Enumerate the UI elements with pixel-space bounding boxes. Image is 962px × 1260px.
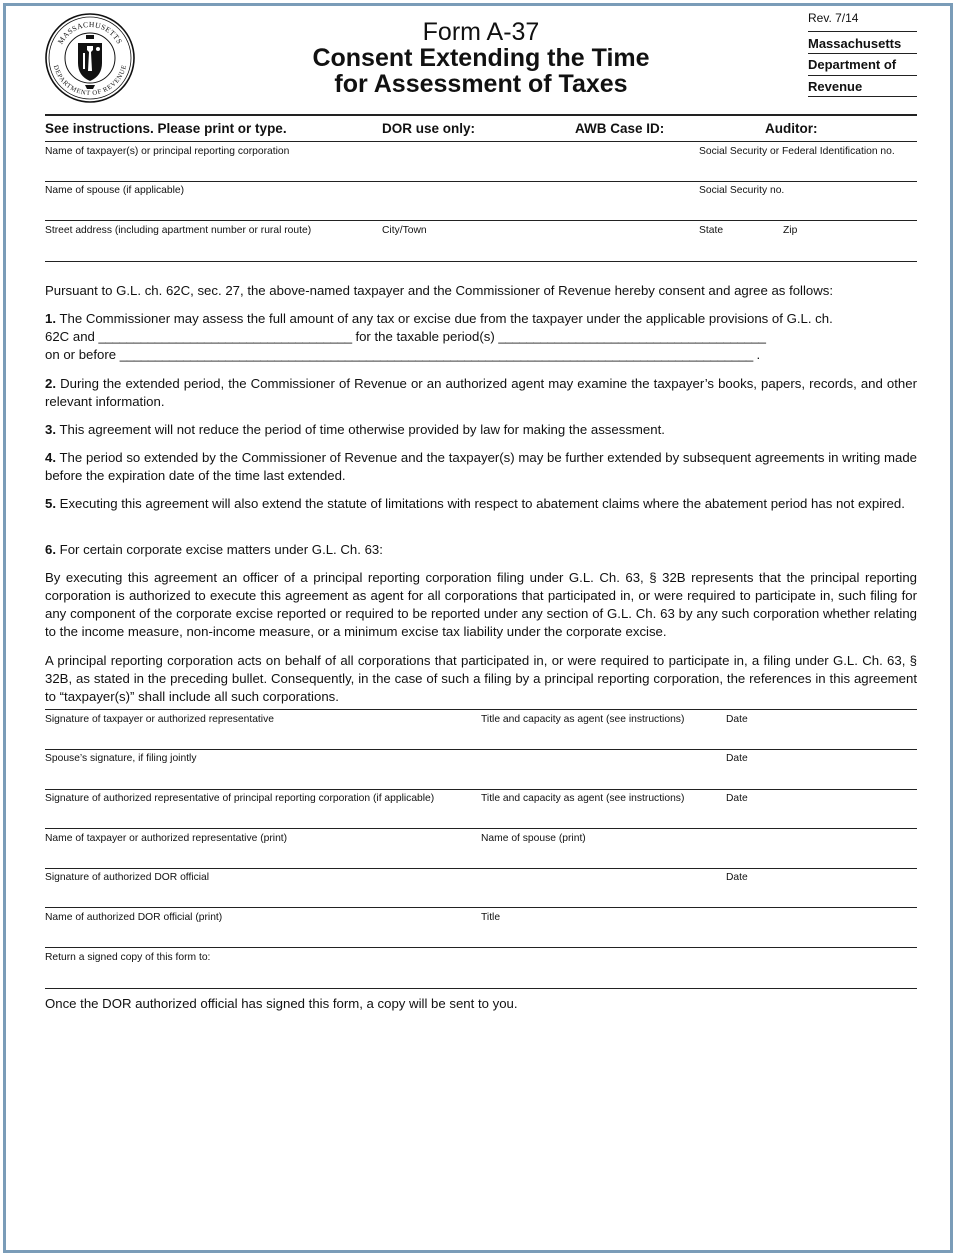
- dept-line-2: Department of: [808, 57, 897, 72]
- dept-line-3: Revenue: [808, 79, 863, 94]
- dor-official-name-field[interactable]: Name of authorized DOR official (print): [45, 912, 223, 923]
- instructions-label: See instructions. Please print or type.: [45, 121, 287, 136]
- signature-top-rule: [45, 709, 917, 710]
- intro-paragraph: Pursuant to G.L. ch. 62C, sec. 27, the above-named taxpayer and the Commissioner of Revenue hereby consent and agree as follows:: [45, 283, 834, 298]
- dor-official-signature-field[interactable]: Signature of authorized DOR official: [45, 872, 210, 883]
- field-rule: [45, 947, 917, 948]
- dept-line-1: Massachusetts: [808, 36, 902, 51]
- header-divider: [45, 114, 917, 116]
- field-rule: [45, 181, 917, 182]
- ssn-fid-field[interactable]: Social Security or Federal Identification no.: [699, 146, 895, 157]
- blank-extension-date[interactable]: __________________________________________________________________________________________: [119, 347, 753, 362]
- paragraph-5: 5. Executing this agreement will also extend the statute of limitations with respect to abatement claims where the abatement period has not expired.: [45, 496, 905, 511]
- principal-rep-signature-field[interactable]: Signature of authorized representative of principal reporting corporation (if applicable): [45, 793, 435, 804]
- paragraph-corporate-agent: By executing this agreement an officer of a principal reporting corporation filing under G.L. Ch. 63, § 32B represents that the principal reporting corporation is authorized to execute this agreement as agent for all corporations that participated in, or were required to participate in, such filing for any component of the corporate excise reported or required to be reported under any section of G.L. Ch. 63 by any such corporation whether relating to the income measure, non-income measure, or a minimum excise tax liability under the corporate excise.: [45, 570, 917, 639]
- dor-title-field[interactable]: Title: [481, 912, 501, 923]
- title-line-1: Consent Extending the Time: [312, 44, 650, 72]
- blank-taxable-period[interactable]: ______________________________________: [498, 329, 766, 344]
- auditor-label: Auditor:: [765, 121, 818, 136]
- taxpayer-print-name-field[interactable]: Name of taxpayer or authorized representative (print): [45, 833, 288, 844]
- svg-text:MASSACHUSETTS: MASSACHUSETTS: [55, 19, 125, 46]
- dept-rule-1: [808, 31, 917, 32]
- field-rule: [45, 868, 917, 869]
- street-address-field[interactable]: Street address (including apartment number or rural route): [45, 225, 312, 236]
- title-line-2: for Assessment of Taxes: [334, 70, 628, 98]
- paragraph-3: 3. This agreement will not reduce the period of time otherwise provided by law for making the assessment.: [45, 422, 665, 437]
- ssn-field[interactable]: Social Security no.: [699, 185, 785, 196]
- dor-use-label: DOR use only:: [382, 121, 476, 136]
- return-address-field[interactable]: Return a signed copy of this form to:: [45, 952, 211, 963]
- paragraph-2: 2. During the extended period, the Commissioner of Revenue or an authorized agent may examine the taxpayer’s books, papers, records, and other relevant information.: [45, 376, 917, 409]
- field-rule: [45, 907, 917, 908]
- paragraph-6: 6. For certain corporate excise matters under G.L. Ch. 63:: [45, 542, 383, 557]
- spouse-signature-field[interactable]: Spouse’s signature, if filing jointly: [45, 753, 197, 764]
- revision-date: Rev. 7/14: [808, 11, 859, 25]
- dor-seal-icon: [45, 13, 135, 103]
- awb-case-label: AWB Case ID:: [575, 121, 665, 136]
- spouse-date-field[interactable]: Date: [726, 753, 748, 764]
- city-field[interactable]: City/Town: [382, 225, 427, 236]
- svg-text:DEPARTMENT OF REVENUE: DEPARTMENT OF REVENUE: [51, 64, 129, 98]
- field-rule: [45, 261, 917, 262]
- paragraph-principal-corp: A principal reporting corporation acts on behalf of all corporations that participated in, or were required to participate in, a filing under G.L. Ch. 63, § 32B, as stated in the preceding bullet. Consequently, in the case of such a filing by a principal reporting corporation, the references in this agreement to “taxpayer(s)” shall include all such corporations.: [45, 653, 917, 704]
- spouse-print-name-field[interactable]: Name of spouse (print): [481, 833, 586, 844]
- dor-date-field[interactable]: Date: [726, 872, 748, 883]
- zip-field[interactable]: Zip: [783, 225, 798, 236]
- footer-note: Once the DOR authorized official has signed this form, a copy will be sent to you.: [45, 996, 518, 1011]
- title-capacity-field[interactable]: Title and capacity as agent (see instructions): [481, 714, 685, 725]
- principal-title-capacity-field[interactable]: Title and capacity as agent (see instructions): [481, 793, 685, 804]
- paragraph-4: 4. The period so extended by the Commissioner of Revenue and the taxpayer(s) may be further extended by subsequent agreements in writing made before the expiration date of the time last extended.: [45, 450, 917, 483]
- paragraph-1: 1. The Commissioner may assess the full amount of any tax or excise due from the taxpayer under the applicable provisions of G.L. ch. 62C and ____________________________________ for the taxable period(s) ______________________________________ on or before __________________________________________________________________________________________ .: [45, 311, 833, 362]
- blank-tax-type[interactable]: ____________________________________: [98, 329, 352, 344]
- dept-rule-2: [808, 53, 917, 54]
- field-rule: [45, 749, 917, 750]
- form-title: [300, 45, 662, 97]
- field-rule: [45, 828, 917, 829]
- dept-rule-4: [808, 96, 917, 97]
- principal-date-field[interactable]: Date: [726, 793, 748, 804]
- field-rule: [45, 220, 917, 221]
- form-number: Form A-37: [422, 18, 540, 46]
- dept-rule-3: [808, 75, 917, 76]
- taxpayer-name-field[interactable]: Name of taxpayer(s) or principal reporting corporation: [45, 146, 290, 157]
- topbar-rule: [45, 141, 917, 142]
- taxpayer-signature-field[interactable]: Signature of taxpayer or authorized representative: [45, 714, 274, 725]
- date-field[interactable]: Date: [726, 714, 748, 725]
- state-field[interactable]: State: [699, 225, 724, 236]
- field-rule: [45, 789, 917, 790]
- field-rule: [45, 988, 917, 989]
- spouse-name-field[interactable]: Name of spouse (if applicable): [45, 185, 185, 196]
